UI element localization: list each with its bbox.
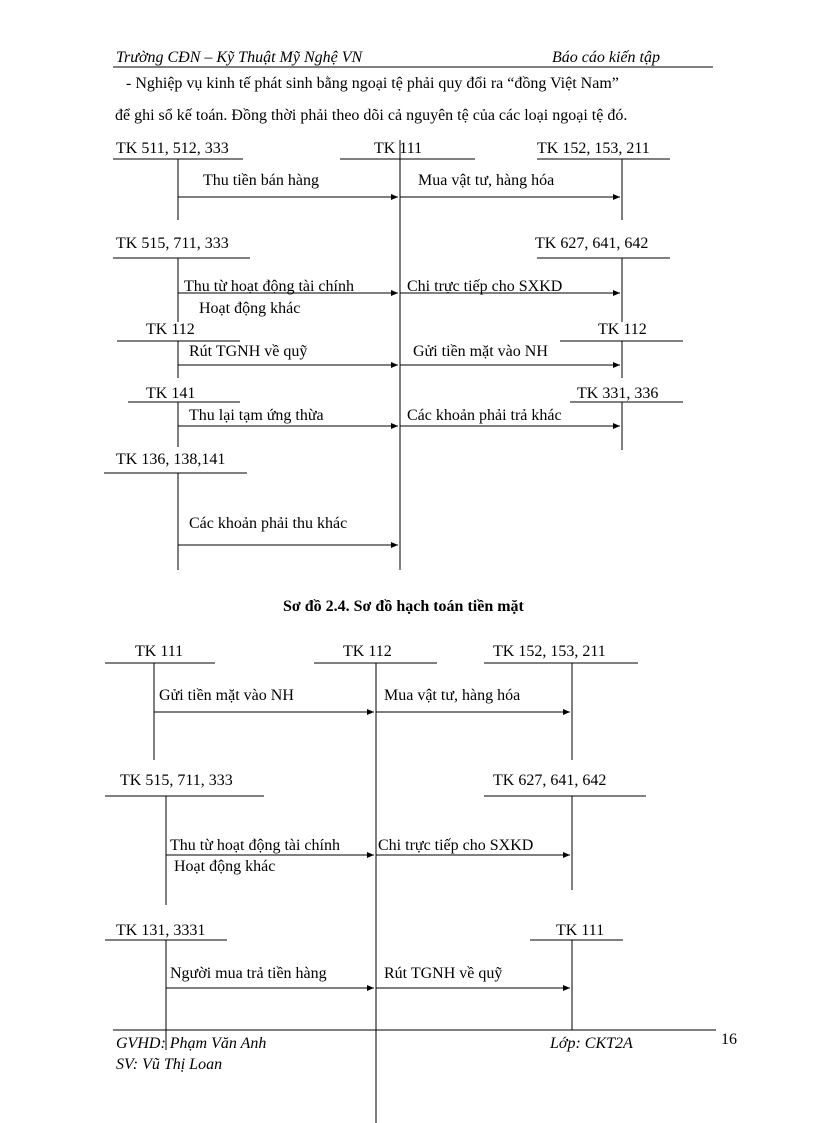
d2-right-label-2: Chi trực tiếp cho SXKD: [378, 837, 534, 854]
d1-left-label-4: Thu lại tạm ứng thừa: [189, 407, 324, 424]
d1-center-account: TK 111: [374, 140, 423, 157]
d2-left-label-1: Gửi tiền mặt vào NH: [159, 687, 294, 704]
d1-right-account-4: TK 331, 336: [577, 385, 659, 402]
d1-left-label-3: Rút TGNH về quỹ: [189, 343, 308, 360]
d2-left-account-2: TK 515, 711, 333: [120, 772, 233, 789]
d1-left-account-4: TK 141: [146, 385, 196, 402]
d1-right-label-4: Các khoản phải trả khác: [407, 407, 562, 424]
d1-left-label-2: Thu từ hoạt động tài chính: [184, 278, 354, 295]
intro-line-1: - Nghiệp vụ kinh tế phát sinh bằng ngoại tệ phải quy đổi ra “đồng Việt Nam”: [126, 75, 619, 92]
footer-class: Lớp: CKT2A: [550, 1035, 633, 1052]
d1-right-label-1: Mua vật tư, hàng hóa: [418, 172, 555, 189]
diagram-caption: Sơ đồ 2.4. Sơ đồ hạch toán tiền mặt: [283, 598, 524, 615]
d2-right-label-1: Mua vật tư, hàng hóa: [384, 687, 521, 704]
d1-left-label-5: Các khoản phải thu khác: [189, 515, 348, 532]
d1-left-account-5: TK 136, 138,141: [116, 451, 226, 468]
d2-right-account-1: TK 152, 153, 211: [493, 643, 606, 660]
header-school: Trường CĐN – Kỹ Thuật Mỹ Nghệ VN: [116, 49, 363, 66]
d1-right-account-1: TK 152, 153, 211: [537, 140, 650, 157]
d1-right-account-3: TK 112: [598, 321, 647, 338]
d2-left-label-2b: Hoạt động khác: [174, 858, 276, 875]
d1-left-account-1: TK 511, 512, 333: [116, 140, 229, 157]
d1-right-label-3: Gửi tiền mặt vào NH: [413, 343, 548, 360]
page-number: 16: [721, 1031, 737, 1048]
d1-left-label-2b: Hoạt động khác: [199, 300, 301, 317]
d1-right-account-2: TK 627, 641, 642: [535, 235, 649, 252]
d2-right-account-3: TK 111: [556, 922, 605, 939]
d2-left-account-3: TK 131, 3331: [116, 922, 206, 939]
footer-instructor: GVHD: Phạm Văn Anh: [116, 1035, 267, 1052]
d2-left-account-1: TK 111: [135, 643, 184, 660]
d1-left-label-1: Thu tiền bán hàng: [203, 172, 319, 189]
header-report-title: Báo cáo kiến tập: [552, 49, 660, 66]
d1-right-label-2: Chi trực tiếp cho SXKD: [407, 278, 563, 295]
intro-line-2: để ghi sổ kế toán. Đồng thời phải theo dõi cả nguyên tệ của các loại ngoại tệ đó.: [115, 107, 628, 124]
d2-left-label-3: Người mua trả tiền hàng: [170, 965, 327, 982]
d2-left-label-2: Thu từ hoạt động tài chính: [170, 837, 340, 854]
d2-right-account-2: TK 627, 641, 642: [493, 772, 607, 789]
d2-center-account: TK 112: [343, 643, 392, 660]
d2-right-label-3: Rút TGNH về quỹ: [384, 965, 503, 982]
d1-left-account-2: TK 515, 711, 333: [116, 235, 229, 252]
footer-student: SV: Vũ Thị Loan: [116, 1056, 223, 1073]
d1-left-account-3: TK 112: [146, 321, 195, 338]
